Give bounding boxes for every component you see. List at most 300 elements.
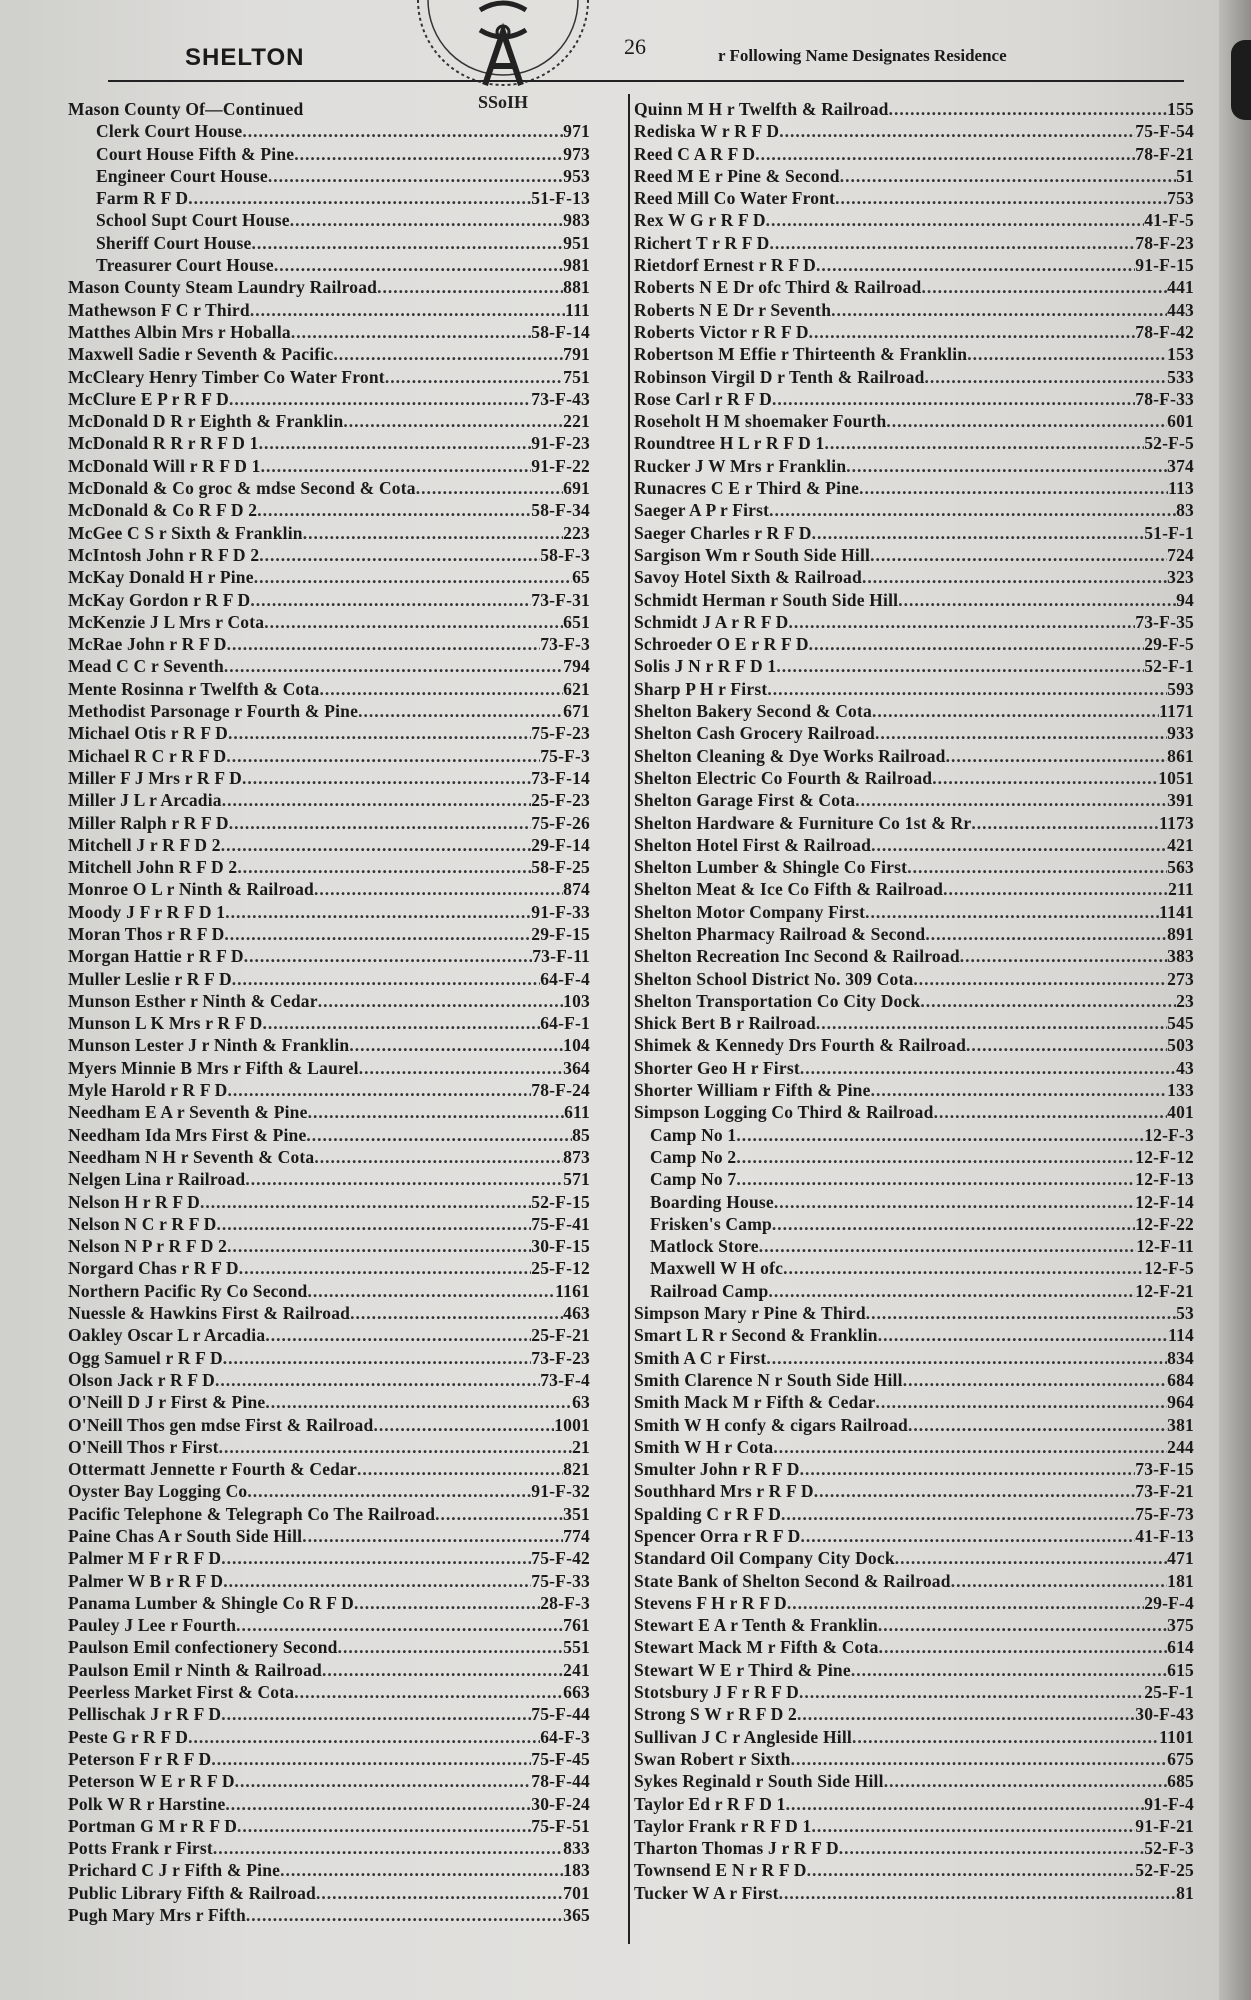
phone-number: 691 (563, 478, 590, 499)
phone-number: 953 (563, 165, 590, 186)
entry-name: Taylor Ed r R F D 1 (634, 1793, 786, 1814)
phone-number: 23 (1176, 990, 1194, 1011)
phone-number: 73-F-3 (540, 634, 590, 655)
phone-number: 91-F-33 (531, 901, 590, 922)
dot-leader (799, 1681, 1144, 1703)
phone-number: 463 (563, 1303, 590, 1324)
entry-name: Roseholt H M shoemaker Fourth (634, 411, 887, 432)
directory-entry (68, 878, 590, 900)
directory-entry (634, 968, 1194, 990)
dot-leader (245, 1168, 563, 1190)
dot-leader (257, 499, 531, 521)
entry-name: Tharton Thomas J r R F D (634, 1838, 839, 1859)
dot-leader (251, 232, 563, 254)
entry-name: Roberts Victor r R F D (634, 321, 809, 342)
directory-entry (634, 321, 1194, 343)
seal-text: SSoIH (477, 92, 529, 112)
dot-leader (221, 1547, 531, 1569)
phone-number: 761 (563, 1615, 590, 1636)
entry-name: Stewart Mack M r Fifth & Cota (634, 1637, 879, 1658)
phone-number: 365 (563, 1905, 590, 1926)
phone-number: 675 (1167, 1748, 1194, 1769)
dot-leader (789, 611, 1136, 633)
entry-name: Oakley Oscar L r Arcadia (68, 1325, 266, 1346)
entry-name: Moody J F r R F D 1 (68, 901, 226, 922)
directory-entry (634, 1726, 1194, 1748)
dot-leader (319, 678, 563, 700)
directory-entry (68, 722, 590, 744)
entry-name: Southhard Mrs r R F D (634, 1481, 814, 1502)
phone-number: 933 (1167, 723, 1194, 744)
dot-leader (871, 1079, 1168, 1101)
entry-name: Paulson Emil confectionery Second (68, 1637, 338, 1658)
directory-entry (68, 366, 590, 388)
phone-number: 91-F-22 (531, 455, 590, 476)
phone-number: 12-F-12 (1135, 1146, 1194, 1167)
phone-number: 973 (563, 143, 590, 164)
phone-number: 724 (1167, 544, 1194, 565)
directory-entry (68, 1280, 590, 1302)
directory-entry (634, 589, 1194, 611)
residence-note: r Following Name Designates Residence (718, 46, 1007, 65)
directory-entry (634, 1168, 1194, 1190)
dot-leader (871, 834, 1167, 856)
entry-name: Townsend E N r R F D (634, 1860, 807, 1881)
phone-number: 25-F-12 (531, 1258, 590, 1279)
dot-leader (239, 1257, 532, 1279)
directory-entry (634, 1079, 1194, 1101)
entry-name: Potts Frank r First (68, 1838, 213, 1859)
directory-entry (634, 1280, 1194, 1302)
phone-number: 374 (1167, 455, 1194, 476)
phone-number: 181 (1167, 1570, 1194, 1591)
phone-number: 91-F-23 (531, 433, 590, 454)
entry-name: Sheriff Court House (96, 232, 252, 253)
entry-name: Quinn M H r Twelfth & Railroad (634, 99, 889, 119)
dot-leader (223, 1347, 531, 1369)
dot-leader (242, 120, 563, 142)
phone-number: 375 (1167, 1615, 1194, 1636)
phone-number: 981 (563, 255, 590, 276)
dot-leader (870, 544, 1167, 566)
phone-number: 113 (1168, 478, 1194, 499)
dot-leader (786, 1793, 1145, 1815)
directory-entry (68, 566, 590, 588)
directory-entry (634, 1213, 1194, 1235)
entry-name: Peterson W E r R F D (68, 1771, 235, 1792)
dot-leader (839, 1837, 1144, 1859)
phone-number: 533 (1167, 366, 1194, 387)
directory-entry (68, 1101, 590, 1123)
phone-number: 651 (563, 611, 590, 632)
phone-number: 52-F-5 (1144, 433, 1194, 454)
dot-leader (797, 1703, 1135, 1725)
dot-leader (865, 901, 1159, 923)
phone-number: 12-F-13 (1135, 1169, 1194, 1190)
dot-leader (343, 410, 563, 432)
dot-leader (216, 1213, 531, 1235)
entry-name: Shelton Lumber & Shingle Co First (634, 857, 908, 878)
entry-name: McDonald Will r R F D 1 (68, 455, 261, 476)
entry-name: Boarding House (650, 1191, 774, 1212)
phone-number: 28-F-3 (540, 1592, 590, 1613)
directory-entry (68, 98, 590, 120)
directory-entry (68, 611, 590, 633)
directory-entry (634, 120, 1194, 142)
entry-name: McDonald R R r R F D 1 (68, 433, 259, 454)
phone-number: 833 (563, 1838, 590, 1859)
directory-entry (634, 1257, 1194, 1279)
directory-entry (634, 366, 1194, 388)
directory-entry (68, 143, 590, 165)
directory-entry (68, 1146, 590, 1168)
directory-entry (634, 499, 1194, 521)
phone-number: 223 (563, 522, 590, 543)
dot-leader (358, 700, 563, 722)
directory-entry (68, 1503, 590, 1525)
dot-leader (878, 1324, 1168, 1346)
dot-leader (200, 1191, 531, 1213)
directory-entry (68, 1124, 590, 1146)
entry-name: Shorter Geo H r First (634, 1057, 800, 1078)
dot-leader (967, 343, 1167, 365)
entry-name: Mathewson F C r Third (68, 299, 250, 320)
dot-leader (350, 1302, 563, 1324)
directory-entry (634, 1436, 1194, 1458)
phone-number: 211 (1168, 879, 1194, 900)
directory-entry (68, 1592, 590, 1614)
dot-leader (318, 990, 563, 1012)
dot-leader (333, 343, 563, 365)
directory-entry (634, 1369, 1194, 1391)
entry-name: Shorter William r Fifth & Pine (634, 1080, 871, 1101)
directory-entry (68, 1057, 590, 1079)
entry-name: Methodist Parsonage r Fourth & Pine (68, 701, 359, 722)
phone-number: 821 (563, 1459, 590, 1480)
directory-entry (68, 477, 590, 499)
directory-entry (68, 299, 590, 321)
phone-number: 383 (1167, 946, 1194, 967)
entry-name: Court House Fifth & Pine (96, 143, 295, 164)
dot-leader (227, 633, 541, 655)
directory-entry (68, 1391, 590, 1413)
header-rule (108, 80, 1184, 82)
dot-leader (971, 812, 1159, 834)
dot-leader (767, 678, 1167, 700)
phone-number: 29-F-15 (531, 923, 590, 944)
directory-entry (634, 1570, 1194, 1592)
phone-number: 52-F-1 (1144, 656, 1194, 677)
directory-entry (634, 1815, 1194, 1837)
dot-leader (884, 1770, 1167, 1792)
dot-leader (235, 1770, 532, 1792)
directory-entry (68, 856, 590, 878)
dot-leader (773, 1436, 1167, 1458)
entry-name: Saeger A P r First (634, 500, 770, 521)
directory-entry (68, 655, 590, 677)
phone-number: 834 (1167, 1347, 1194, 1368)
phone-number: 951 (563, 232, 590, 253)
phone-number: 621 (563, 678, 590, 699)
dot-leader (934, 1101, 1168, 1123)
dot-leader (875, 722, 1167, 744)
dot-leader (254, 566, 572, 588)
dot-leader (946, 745, 1168, 767)
entry-name: Shelton Hardware & Furniture Co 1st & Rr (634, 812, 972, 833)
phone-number: 30-F-43 (1135, 1704, 1194, 1725)
dot-leader (736, 1146, 1135, 1168)
entry-name: Spalding C r R F D (634, 1503, 782, 1524)
directory-entry (634, 1191, 1194, 1213)
page-edge (1219, 0, 1251, 2000)
dot-leader (237, 856, 531, 878)
entry-name: Savoy Hotel Sixth & Railroad (634, 567, 862, 588)
phone-number: 791 (563, 344, 590, 365)
entry-name: Simpson Mary r Pine & Third (634, 1303, 866, 1324)
phone-number: 78-F-21 (1135, 143, 1194, 164)
directory-entry (68, 767, 590, 789)
page-number: 26 (624, 34, 646, 59)
dot-leader (237, 1815, 531, 1837)
phone-number: 153 (1167, 344, 1194, 365)
entry-name: Standard Oil Company City Dock (634, 1548, 895, 1569)
dot-leader (244, 945, 532, 967)
phone-number: 421 (1167, 834, 1194, 855)
dot-leader (294, 143, 563, 165)
directory-entry (634, 1101, 1194, 1123)
phone-number: 43 (1176, 1057, 1194, 1078)
dot-leader (736, 1124, 1144, 1146)
phone-number: 364 (563, 1057, 590, 1078)
dot-leader (895, 1547, 1167, 1569)
dot-leader (898, 589, 1176, 611)
phone-number: 881 (563, 277, 590, 298)
phone-number: 794 (563, 656, 590, 677)
phone-number: 12-F-11 (1136, 1236, 1194, 1257)
directory-entry (634, 1057, 1194, 1079)
phone-number: 615 (1167, 1659, 1194, 1680)
directory-entry (68, 968, 590, 990)
dot-leader (925, 923, 1167, 945)
entry-name: Miller F J Mrs r R F D (68, 767, 242, 788)
directory-entry (68, 1257, 590, 1279)
entry-name: Tucker W A r First (634, 1882, 779, 1903)
phone-number: 21 (572, 1436, 590, 1457)
directory-entry (68, 1636, 590, 1658)
dot-leader (831, 299, 1167, 321)
phone-number: 684 (1167, 1369, 1194, 1390)
directory-entry (68, 321, 590, 343)
phone-number: 701 (563, 1882, 590, 1903)
directory-entry (634, 990, 1194, 1012)
directory-entry (68, 120, 590, 142)
dot-leader (435, 1503, 563, 1525)
phone-number: 891 (1167, 923, 1194, 944)
entry-name: Nelgen Lina r Railroad (68, 1169, 246, 1190)
entry-name: Smith Clarence N r South Side Hill (634, 1369, 903, 1390)
dot-leader (816, 254, 1135, 276)
phone-number: 41-F-13 (1135, 1526, 1194, 1546)
entry-name: Ogg Samuel r R F D (68, 1347, 223, 1368)
entry-name: Public Library Fifth & Railroad (68, 1882, 316, 1903)
dot-leader (907, 856, 1167, 878)
dot-leader (226, 745, 540, 767)
phone-number: 104 (563, 1035, 590, 1056)
directory-entry (634, 1859, 1194, 1881)
dot-leader (262, 1012, 540, 1034)
entry-name: Richert T r R F D (634, 232, 770, 253)
phone-number: 94 (1176, 589, 1194, 610)
entry-name: Stewart W E r Third & Pine (634, 1659, 851, 1680)
dot-leader (903, 1369, 1167, 1391)
dot-leader (223, 1570, 531, 1592)
phone-number: 85 (572, 1124, 590, 1145)
phone-number: 75-F-3 (540, 745, 590, 766)
entry-name: Camp No 2 (650, 1146, 737, 1167)
directory-entry (68, 276, 590, 298)
directory-entry (68, 1882, 590, 1904)
entry-name: Roberts N E Dr r Seventh (634, 299, 832, 320)
phone-number: 75-F-44 (531, 1704, 590, 1725)
entry-name: Pugh Mary Mrs r Fifth (68, 1905, 246, 1926)
directory-entry (68, 901, 590, 923)
phone-number: 75-F-33 (531, 1570, 590, 1591)
directory-entry (634, 1012, 1194, 1034)
page-city-title: SHELTON (185, 44, 305, 71)
directory-entry (68, 254, 590, 276)
phone-number: 103 (563, 990, 590, 1011)
entry-name: Roberts N E Dr ofc Third & Railroad (634, 277, 922, 298)
dot-leader (879, 1636, 1168, 1658)
entry-name: Munson Lester J r Ninth & Franklin (68, 1035, 350, 1056)
directory-entry (68, 388, 590, 410)
phone-number: 51-F-13 (531, 188, 590, 209)
directory-entry (634, 856, 1194, 878)
entry-name: Myle Harold r R F D (68, 1080, 228, 1101)
directory-entry (68, 1191, 590, 1213)
entry-name: Saeger Charles r R F D (634, 522, 812, 543)
directory-entry (634, 655, 1194, 677)
phone-number: 685 (1167, 1771, 1194, 1792)
dot-leader (247, 1480, 531, 1502)
dot-leader (225, 901, 531, 923)
phone-number: 64-F-3 (540, 1726, 590, 1747)
dot-leader (840, 165, 1176, 187)
entry-name: Shelton Cash Grocery Railroad (634, 723, 875, 744)
dot-leader (215, 1369, 540, 1391)
dot-leader (290, 209, 563, 231)
phone-number: 114 (1168, 1325, 1194, 1346)
phone-number: 58-F-3 (540, 544, 590, 565)
phone-number: 753 (1167, 188, 1194, 209)
phone-number: 52-F-25 (1135, 1860, 1194, 1881)
directory-entry (634, 1882, 1194, 1904)
dot-leader (259, 432, 532, 454)
directory-entry (68, 499, 590, 521)
dot-leader (338, 1636, 564, 1658)
phone-number: 774 (563, 1526, 590, 1546)
directory-entry (68, 1703, 590, 1725)
dot-leader (213, 1837, 563, 1859)
entry-name: Reed C A R F D (634, 143, 756, 164)
directory-entry (634, 544, 1194, 566)
phone-number: 441 (1167, 277, 1194, 298)
entry-name: Michael R C r R F D (68, 745, 227, 766)
phone-number: 58-F-34 (531, 500, 590, 521)
entry-name: Needham N H r Seventh & Cota (68, 1146, 315, 1167)
entry-name: Rediska W r R F D (634, 121, 780, 142)
phone-number: 611 (564, 1102, 590, 1123)
entry-name: Frisken's Camp (650, 1213, 772, 1234)
dot-leader (769, 499, 1176, 521)
entry-name: Schmidt J A r R F D (634, 611, 789, 632)
dot-leader (280, 1859, 563, 1881)
directory-entry (634, 812, 1194, 834)
entry-name: McIntosh John r R F D 2 (68, 544, 260, 565)
entry-name: McDonald D R r Eighth & Franklin (68, 411, 344, 432)
entry-name: Shick Bert B r Railroad (634, 1013, 816, 1034)
phone-number: 73-F-4 (540, 1369, 590, 1390)
column-divider (628, 94, 630, 1944)
entry-name: Smith Mack M r Fifth & Cedar (634, 1392, 876, 1413)
dot-leader (816, 1012, 1167, 1034)
directory-entry (634, 1770, 1194, 1792)
directory-entry (68, 834, 590, 856)
entry-name: Spencer Orra r R F D (634, 1526, 801, 1546)
directory-entry (68, 1726, 590, 1748)
phone-number: 971 (563, 121, 590, 142)
entry-name: Shelton Meat & Ice Co Fifth & Railroad (634, 879, 944, 900)
entry-name: Railroad Camp (650, 1280, 769, 1301)
dot-leader (783, 1257, 1144, 1279)
dot-leader (357, 1458, 563, 1480)
entry-name: O'Neill Thos gen mdse First & Railroad (68, 1414, 374, 1435)
phone-number: 81 (1176, 1882, 1194, 1903)
dot-leader (776, 655, 1144, 677)
directory-entry (634, 98, 1194, 120)
directory-entry (634, 1793, 1194, 1815)
dot-leader (354, 1592, 540, 1614)
entry-name: Smulter John r R F D (634, 1459, 800, 1480)
phone-number: 78-F-44 (531, 1771, 590, 1792)
phone-number: 41-F-5 (1144, 210, 1194, 231)
entry-name: Clerk Court House (96, 121, 243, 142)
phone-number: 183 (563, 1860, 590, 1881)
phone-number: 91-F-21 (1135, 1815, 1194, 1836)
directory-entry (68, 700, 590, 722)
dot-leader (852, 1726, 1159, 1748)
entry-name: Needham Ida Mrs First & Pine (68, 1124, 307, 1145)
entry-name: Mitchell J r R F D 2 (68, 834, 221, 855)
dot-leader (807, 1859, 1136, 1881)
entry-name: Maxwell Sadie r Seventh & Pacific (68, 344, 334, 365)
dot-leader (932, 767, 1158, 789)
directory-entry (68, 745, 590, 767)
directory-entry (634, 722, 1194, 744)
directory-entry (634, 566, 1194, 588)
entry-name: Smith W H r Cota (634, 1436, 774, 1457)
phone-number: 91-F-32 (531, 1481, 590, 1502)
phone-number: 78-F-24 (531, 1080, 590, 1101)
entry-name: McGee C S r Sixth & Franklin (68, 522, 303, 543)
directory-entry (68, 678, 590, 700)
directory-entry (634, 410, 1194, 432)
dot-leader (779, 120, 1135, 142)
entry-name: Sharp P H r First (634, 678, 768, 699)
phone-number: 12-F-14 (1135, 1191, 1194, 1212)
entry-name: Mente Rosinna r Twelfth & Cota (68, 678, 320, 699)
directory-entry (68, 1458, 590, 1480)
